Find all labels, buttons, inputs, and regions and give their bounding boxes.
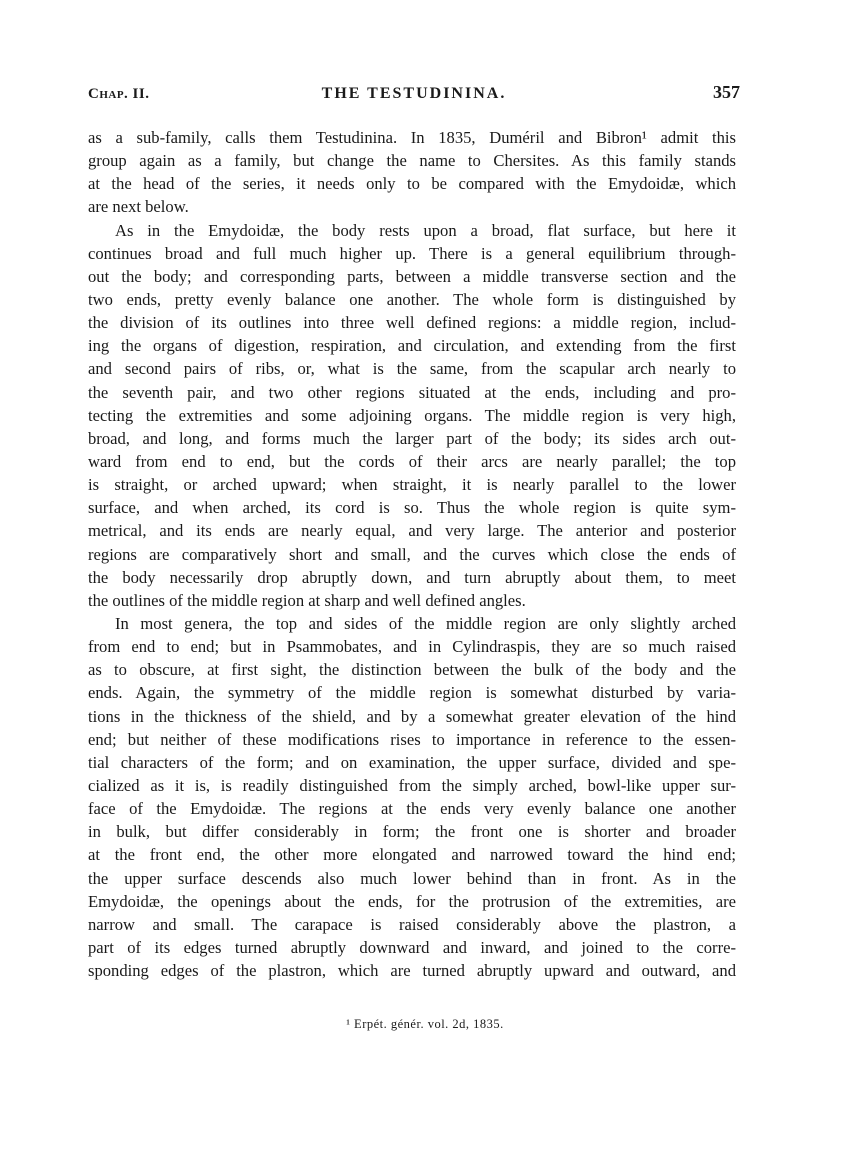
chapter-label: Chap. II. xyxy=(88,86,150,102)
footnote: ¹ Erpét. génér. vol. 2d, 1835. xyxy=(346,1017,504,1031)
text-line: Emydoidæ, the openings about the ends, for the protrusion of the extremities, are xyxy=(88,891,736,911)
text-line: part of its edges turned abruptly downward and inward, and joined to the corre- xyxy=(88,937,736,957)
text-line: the division of its outlines into three well defined regions: a middle region, includ- xyxy=(88,313,736,333)
page-number: 357 xyxy=(713,82,740,102)
body-text xyxy=(88,126,736,982)
running-header xyxy=(88,82,740,110)
text-line: in bulk, but differ considerably in form; the front one is shorter and broader xyxy=(88,822,736,842)
page-title: THE TESTUDININA. xyxy=(321,85,507,102)
text-line: the seventh pair, and two other regions situated at the ends, including and pro- xyxy=(88,382,736,402)
text-line: surface, and when arched, its cord is so. Thus the whole region is quite sym- xyxy=(88,498,736,518)
text-line: the outlines of the middle region at sharp and well defined angles. xyxy=(88,590,526,610)
text-line: continues broad and full much higher up. There is a general equilibrium through- xyxy=(88,243,736,263)
paragraph xyxy=(88,126,736,219)
paragraph xyxy=(88,612,736,982)
text-line: narrow and small. The carapace is raised considerably above the plastron, a xyxy=(88,914,736,934)
text-line: tial characters of the form; and on examination, the upper surface, divided and spe- xyxy=(88,752,736,772)
text-line: are next below. xyxy=(88,197,189,217)
paragraph xyxy=(88,219,736,612)
text-line: and second pairs of ribs, or, what is the same, from the scapular arch nearly to xyxy=(88,359,736,379)
text-line: ward from end to end, but the cords of their arcs are nearly parallel; the top xyxy=(88,451,736,471)
text-line: face of the Emydoidæ. The regions at the ends very evenly balance one another xyxy=(88,799,736,819)
text-line: cialized as it is, is readily distinguished from the simply arched, bowl-like upper sur- xyxy=(88,775,736,795)
text-line: at the head of the series, it needs only to be compared with the Emydoidæ, which xyxy=(88,174,736,194)
text-line: tions in the thickness of the shield, and by a somewhat greater elevation of the hind xyxy=(88,706,736,726)
text-line: metrical, and its ends are nearly equal, and very large. The anterior and posterior xyxy=(88,521,736,541)
text-line: as to obscure, at first sight, the distinction between the bulk of the body and the xyxy=(88,660,736,680)
text-line: sponding edges of the plastron, which are turned abruptly upward and outward, and xyxy=(88,961,736,981)
text-line: from end to end; but in Psammobates, and in Cylindraspis, they are so much raised xyxy=(88,637,736,657)
text-line: In most genera, the top and sides of the middle region are only slightly arched xyxy=(115,613,736,633)
text-line: ing the organs of digestion, respiration, and circulation, and extending from the first xyxy=(88,336,736,356)
text-line: group again as a family, but change the name to Chersites. As this family stands xyxy=(88,151,736,171)
text-line: the body necessarily drop abruptly down, and turn abruptly about them, to meet xyxy=(88,567,736,587)
text-line: broad, and long, and forms much the larger part of the body; its sides arch out- xyxy=(88,428,736,448)
text-line: at the front end, the other more elongated and narrowed toward the hind end; xyxy=(88,845,736,865)
text-line: ends. Again, the symmetry of the middle region is somewhat disturbed by varia- xyxy=(88,683,736,703)
text-line: is straight, or arched upward; when straight, it is nearly parallel to the lower xyxy=(88,475,736,495)
text-line: the upper surface descends also much lower behind than in front. As in the xyxy=(88,868,736,888)
text-line: out the body; and corresponding parts, between a middle transverse section and the xyxy=(88,266,736,286)
text-line: end; but neither of these modifications rises to importance in reference to the essen- xyxy=(88,729,736,749)
text-line: two ends, pretty evenly balance one another. The whole form is distinguished by xyxy=(88,289,736,309)
text-line: regions are comparatively short and small, and the curves which close the ends of xyxy=(88,544,736,564)
text-line: tecting the extremities and some adjoining organs. The middle region is very high, xyxy=(88,405,736,425)
text-line: As in the Emydoidæ, the body rests upon a broad, flat surface, but here it xyxy=(115,220,736,240)
text-line: as a sub-family, calls them Testudinina. In 1835, Duméril and Bibron¹ admit this xyxy=(88,128,736,147)
